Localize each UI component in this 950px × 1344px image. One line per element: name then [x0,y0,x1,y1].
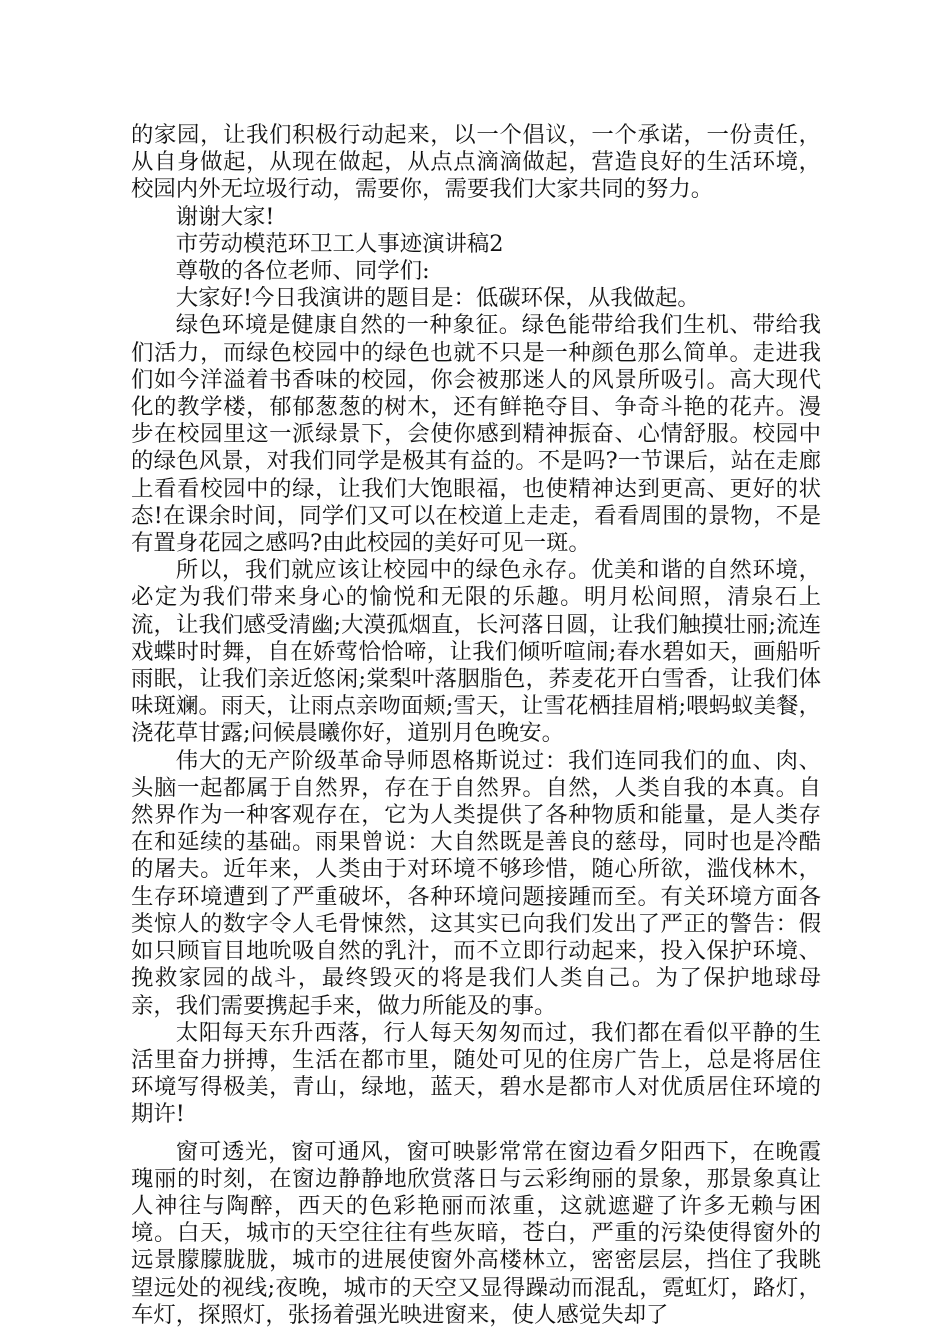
paragraph-window: 窗可透光，窗可通风，窗可映影常常在窗边看夕阳西下，在晚霞瑰丽的时刻，在窗边静静地欣赏落日与云彩绚丽的景象，那景象真让人神往与陶醉，西天的色彩艳丽而浓重，这就遮避了许多无赖与困境。白天，城市的天空往往有些灰暗，苍白，严重的污染使得窗外的远景朦朦胧胧，城市的进展使窗外高楼林立，密密层层，挡住了我眺望远处的视线;夜晚，城市的天空又显得躁动而混乱，霓虹灯，路灯，车灯，探照灯，张扬着强光映进窗来，使人感觉失却了 [131,1138,821,1328]
paragraph-continuation: 的家园，让我们积极行动起来，以一个倡议，一个承诺，一份责任，从自身做起，从现在做起，从点点滴滴做起，营造良好的生活环境，校园内外无垃圾行动，需要你，需要我们大家共同的努力。 [131,122,821,203]
salutation: 尊敬的各位老师、同学们: [175,258,430,285]
paragraph-green-environment: 绿色环境是健康自然的一种象征。绿色能带给我们生机、带给我们活力，而绿色校园中的绿色也就不只是一种颜色那么简单。走进我们如今洋溢着书香味的校园，你会被那迷人的风景所吸引。高大现代化的教学楼，郁郁葱葱的树木，还有鲜艳夺目、争奇斗艳的花卉。漫步在校园里这一派绿景下，会使你感到精神振奋、心情舒服。校园中的绿色风景，对我们同学是极其有益的。不是吗?一节课后，站在走廊上看看校园中的绿，让我们大饱眼福，也使精神达到更高、更好的状态!在课余时间，同学们又可以在校道上走走，看看周围的景物，不是有置身花园之感吗?由此校园的美好可见一斑。 [131,312,821,557]
paragraph-engels: 伟大的无产阶级革命导师恩格斯说过：我们连同我们的血、肉、头脑一起都属于自然界，存在于自然界。自然，人类自我的本真。自然界作为一种客观存在，它为人类提供了各种物质和能量，是人类存在和延续的基础。雨果曾说：大自然既是善良的慈母，同时也是冷酷的屠夫。近年来，人类由于对环境不够珍惜，随心所欲，滥伐林木，生存环境遭到了严重破坏，各种环境问题接踵而至。有关环境方面各类惊人的数字令人毛骨悚然，这其实已向我们发出了严正的警告：假如只顾盲目地吮吸自然的乳汁，而不立即行动起来，投入保护环境、挽救家园的战斗，最终毁灭的将是我们人类自己。为了保护地球母亲，我们需要携起手来，做力所能及的事。 [131,747,821,1019]
paragraph-thanks: 谢谢大家! [175,203,275,230]
paragraph-urban-life: 太阳每天东升西落，行人每天匆匆而过，我们都在看似平静的生活里奋力拼搏，生活在都市里，随处可见的住房广告上，总是将居住环境写得极美，青山，绿地，蓝天，碧水是都市人对优质居住环境的期许! [131,1019,821,1128]
speech-title: 市劳动模范环卫工人事迹演讲稿2 [175,230,504,257]
paragraph-intro: 大家好!今日我演讲的题目是：低碳环保，从我做起。 [175,285,700,312]
document-body [131,122,821,1329]
paragraph-keep-green: 所以，我们就应该让校园中的绿色永存。优美和谐的自然环境，必定为我们带来身心的愉悦和无限的乐趣。明月松间照，清泉石上流，让我们感受清幽;大漠孤烟直，长河落日圆，让我们触摸壮丽;流连戏蝶时时舞，自在娇莺恰恰啼，让我们倾听喧闹;春水碧如天，画船听雨眠，让我们亲近悠闲;棠梨叶落胭脂色，荞麦花开白雪香，让我们体味斑斓。雨天，让雨点亲吻面颊;雪天，让雪花栖挂眉梢;喂蚂蚁美餐，浇花草甘露;问候晨曦你好，道别月色晚安。 [131,557,821,747]
